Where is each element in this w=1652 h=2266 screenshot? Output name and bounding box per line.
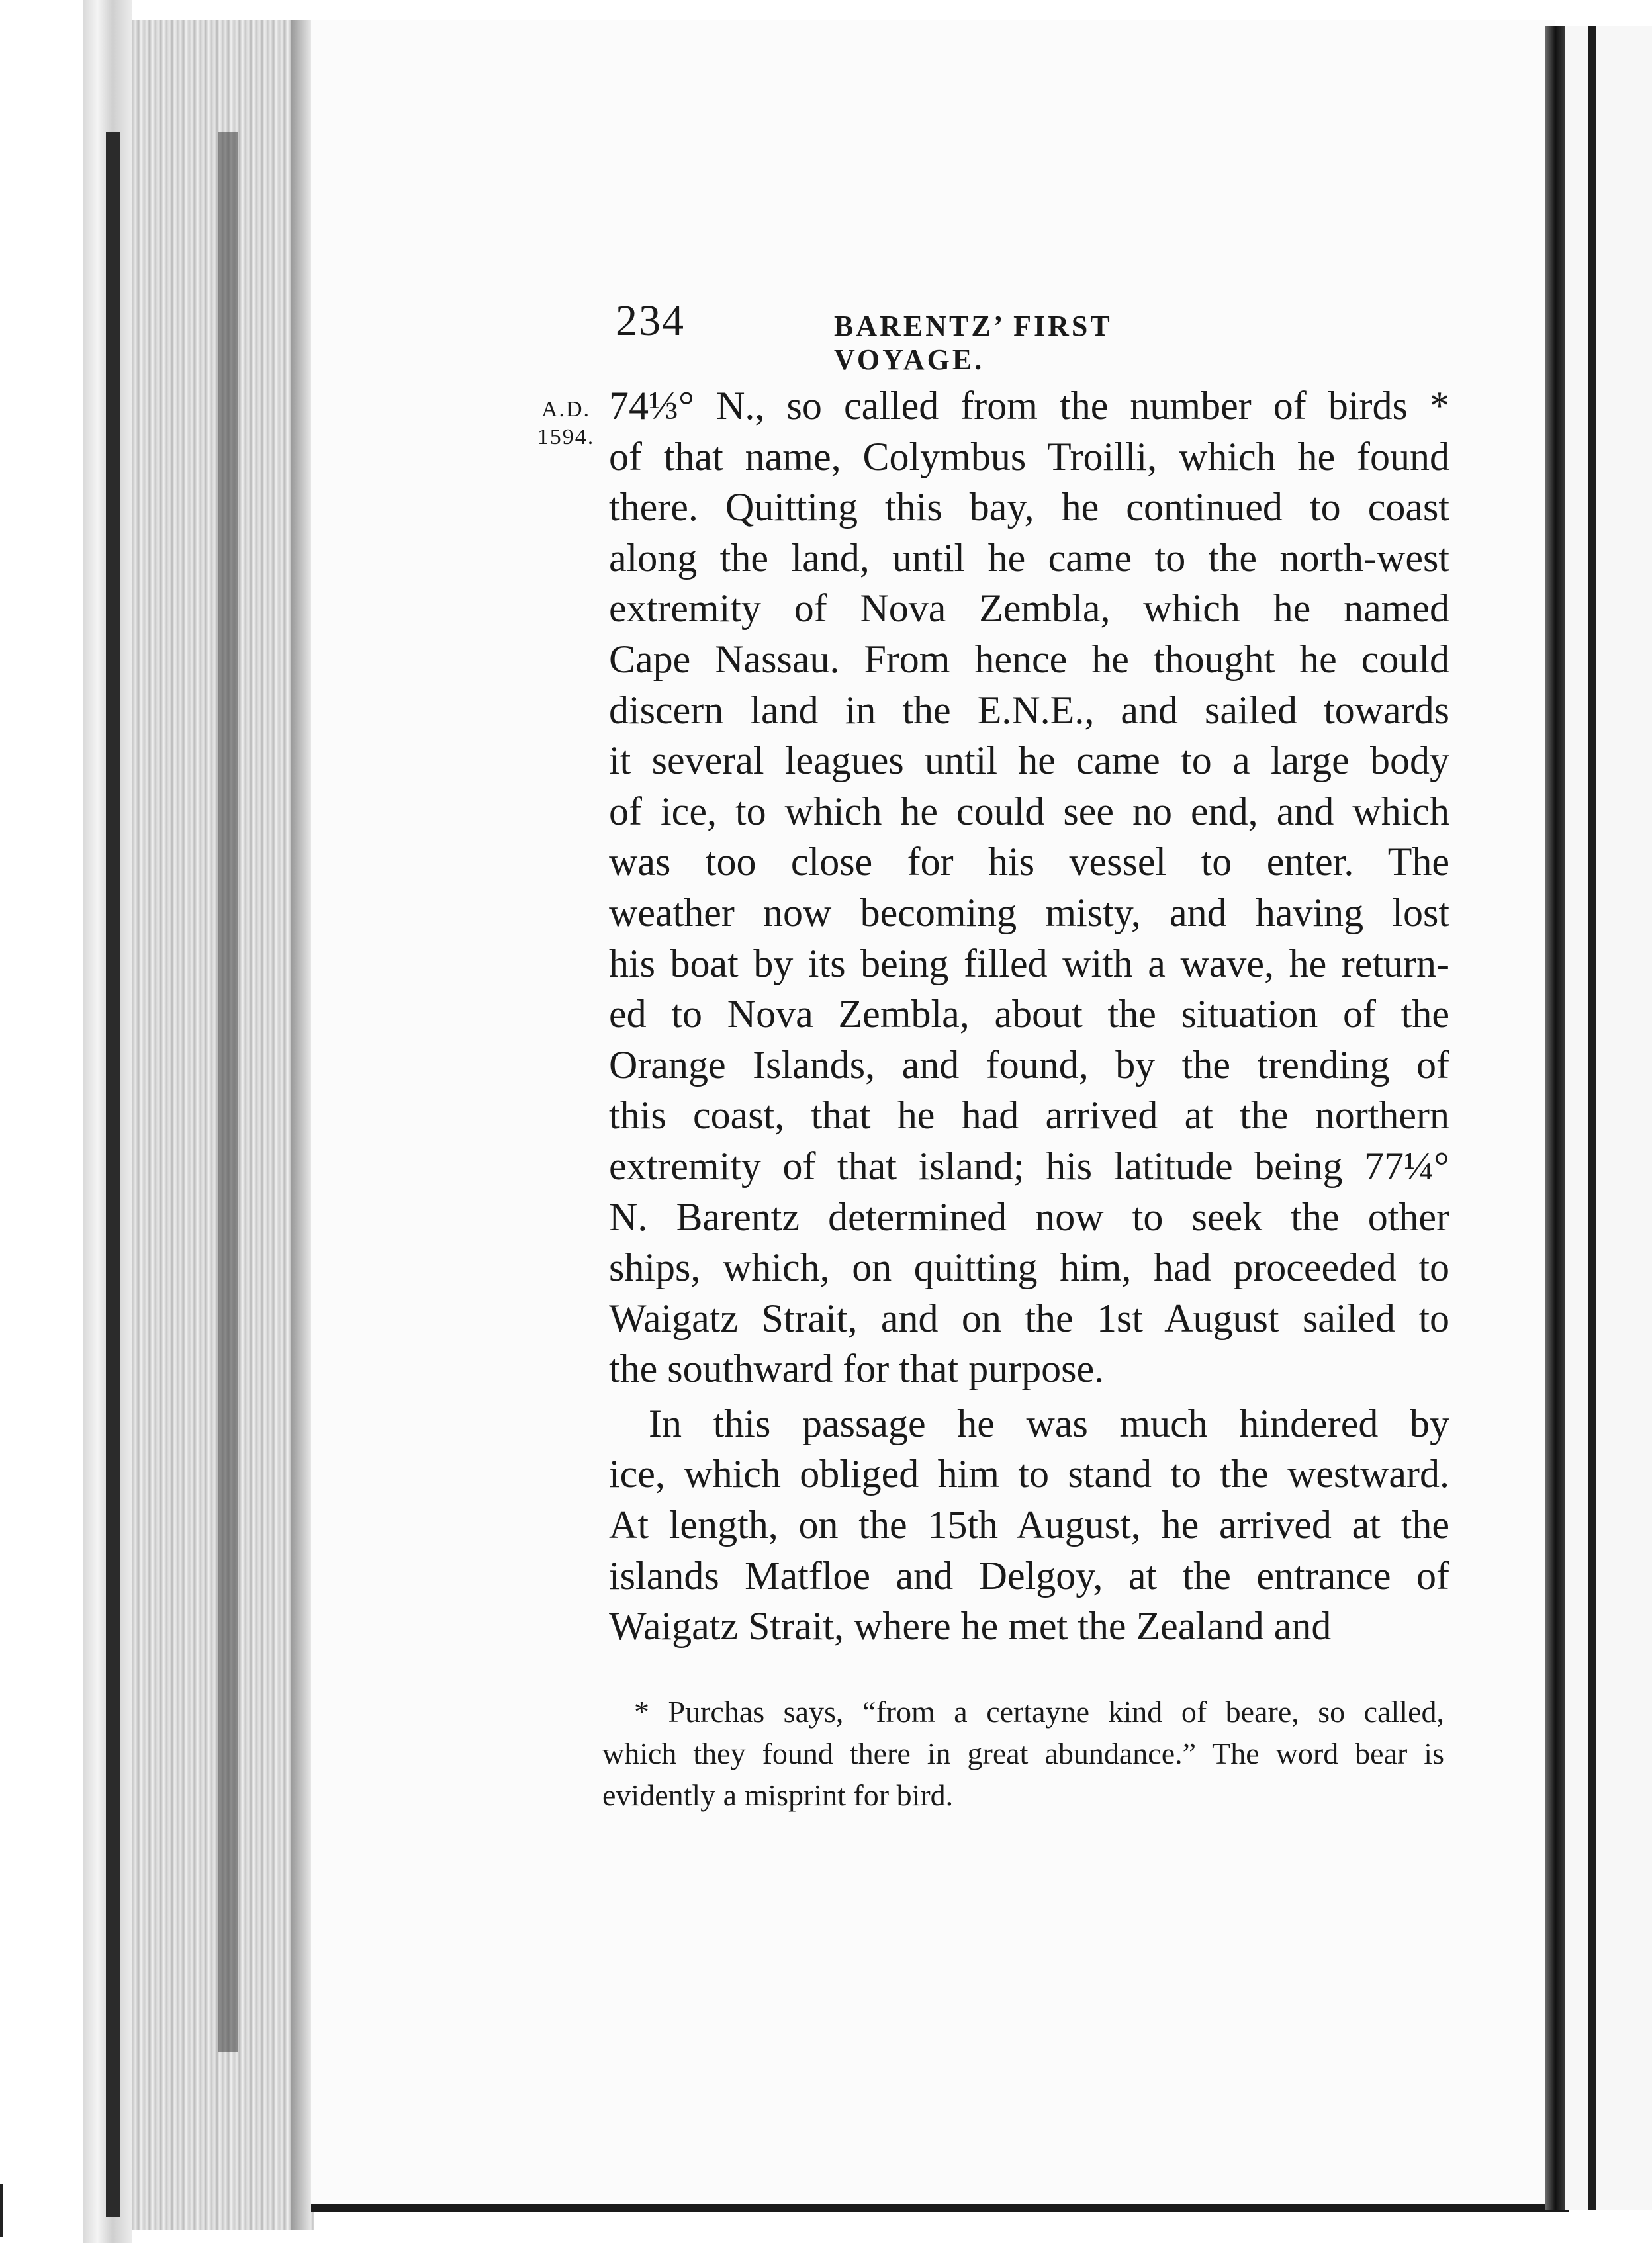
text-line: N. Barentz determined now to seek the other bbox=[609, 1195, 1449, 1239]
body-text bbox=[609, 381, 1449, 1652]
text-line: along the land, until he came to the north-west bbox=[609, 535, 1449, 580]
book-edge-shadow bbox=[106, 132, 120, 2217]
text-line: his boat by its being filled with a wave, he return- bbox=[609, 941, 1449, 985]
text-line: ed to Nova Zembla, about the situation of the bbox=[609, 992, 1449, 1036]
text-line: 74⅓° N., so called from the number of birds * bbox=[609, 384, 1449, 428]
chapter-title: BARENTZ’ FIRST VOYAGE. bbox=[834, 310, 1112, 376]
text-line: extremity of Nova Zembla, which he named bbox=[609, 586, 1449, 631]
text-line: the southward for that purpose. bbox=[609, 1347, 1105, 1391]
text-line: * Purchas says, “from a certayne kind of beare, so called, bbox=[634, 1695, 1444, 1729]
text-line: ice, which obliged him to stand to the westward. bbox=[609, 1452, 1449, 1496]
text-line: Waigatz Strait, and on the 1st August sailed to bbox=[609, 1296, 1449, 1340]
paragraph-1 bbox=[609, 381, 1449, 1394]
margin-year: 1594. bbox=[537, 425, 595, 449]
text-line: In this passage he was much hindered by bbox=[649, 1401, 1449, 1445]
text-line: Orange Islands, and found, by the trending of bbox=[609, 1042, 1449, 1087]
page-bottom-edge bbox=[311, 2204, 1569, 2212]
text-line: ships, which, on quitting him, had proceeded to bbox=[609, 1246, 1449, 1290]
text-line: was too close for his vessel to enter. The bbox=[609, 840, 1449, 884]
text-line: evidently a misprint for bird. bbox=[602, 1778, 954, 1812]
text-line: this coast, that he had arrived at the northern bbox=[609, 1093, 1449, 1138]
text-line: At length, on the 15th August, he arrived at the bbox=[609, 1503, 1449, 1547]
text-line: extremity of that island; his latitude being 77¼° bbox=[609, 1144, 1449, 1188]
text-line: of that name, Colymbus Troilli, which he found bbox=[609, 434, 1449, 478]
footnote bbox=[602, 1691, 1444, 1816]
text-line: which they found there in great abundance.” The word bear is bbox=[602, 1737, 1444, 1770]
text-line: Waigatz Strait, where he met the Zealand and bbox=[609, 1604, 1332, 1649]
margin-era: A.D. bbox=[541, 397, 591, 422]
book-gutter bbox=[1545, 26, 1565, 2210]
text-line: there. Quitting this bay, he continued to coast bbox=[609, 485, 1449, 529]
text-line: of ice, to which he could see no end, and which bbox=[609, 789, 1449, 833]
text-line: discern land in the E.N.E., and sailed towards bbox=[609, 688, 1449, 732]
facing-page-edge bbox=[1588, 26, 1596, 2210]
paragraph-2 bbox=[609, 1398, 1449, 1652]
text-line: it several leagues until he came to a large body bbox=[609, 739, 1449, 783]
page-stack-inner bbox=[291, 20, 311, 2230]
page-stack-shadow bbox=[218, 132, 238, 2052]
page-number: 234 bbox=[616, 296, 685, 345]
facing-page bbox=[1565, 26, 1652, 2210]
text-line: Cape Nassau. From hence he thought he could bbox=[609, 637, 1449, 681]
margin-date bbox=[526, 396, 606, 451]
text-line: islands Matfloe and Delgoy, at the entrance of bbox=[609, 1553, 1449, 1598]
scan-mark bbox=[0, 2184, 3, 2237]
text-line: weather now becoming misty, and having lost bbox=[609, 890, 1449, 934]
